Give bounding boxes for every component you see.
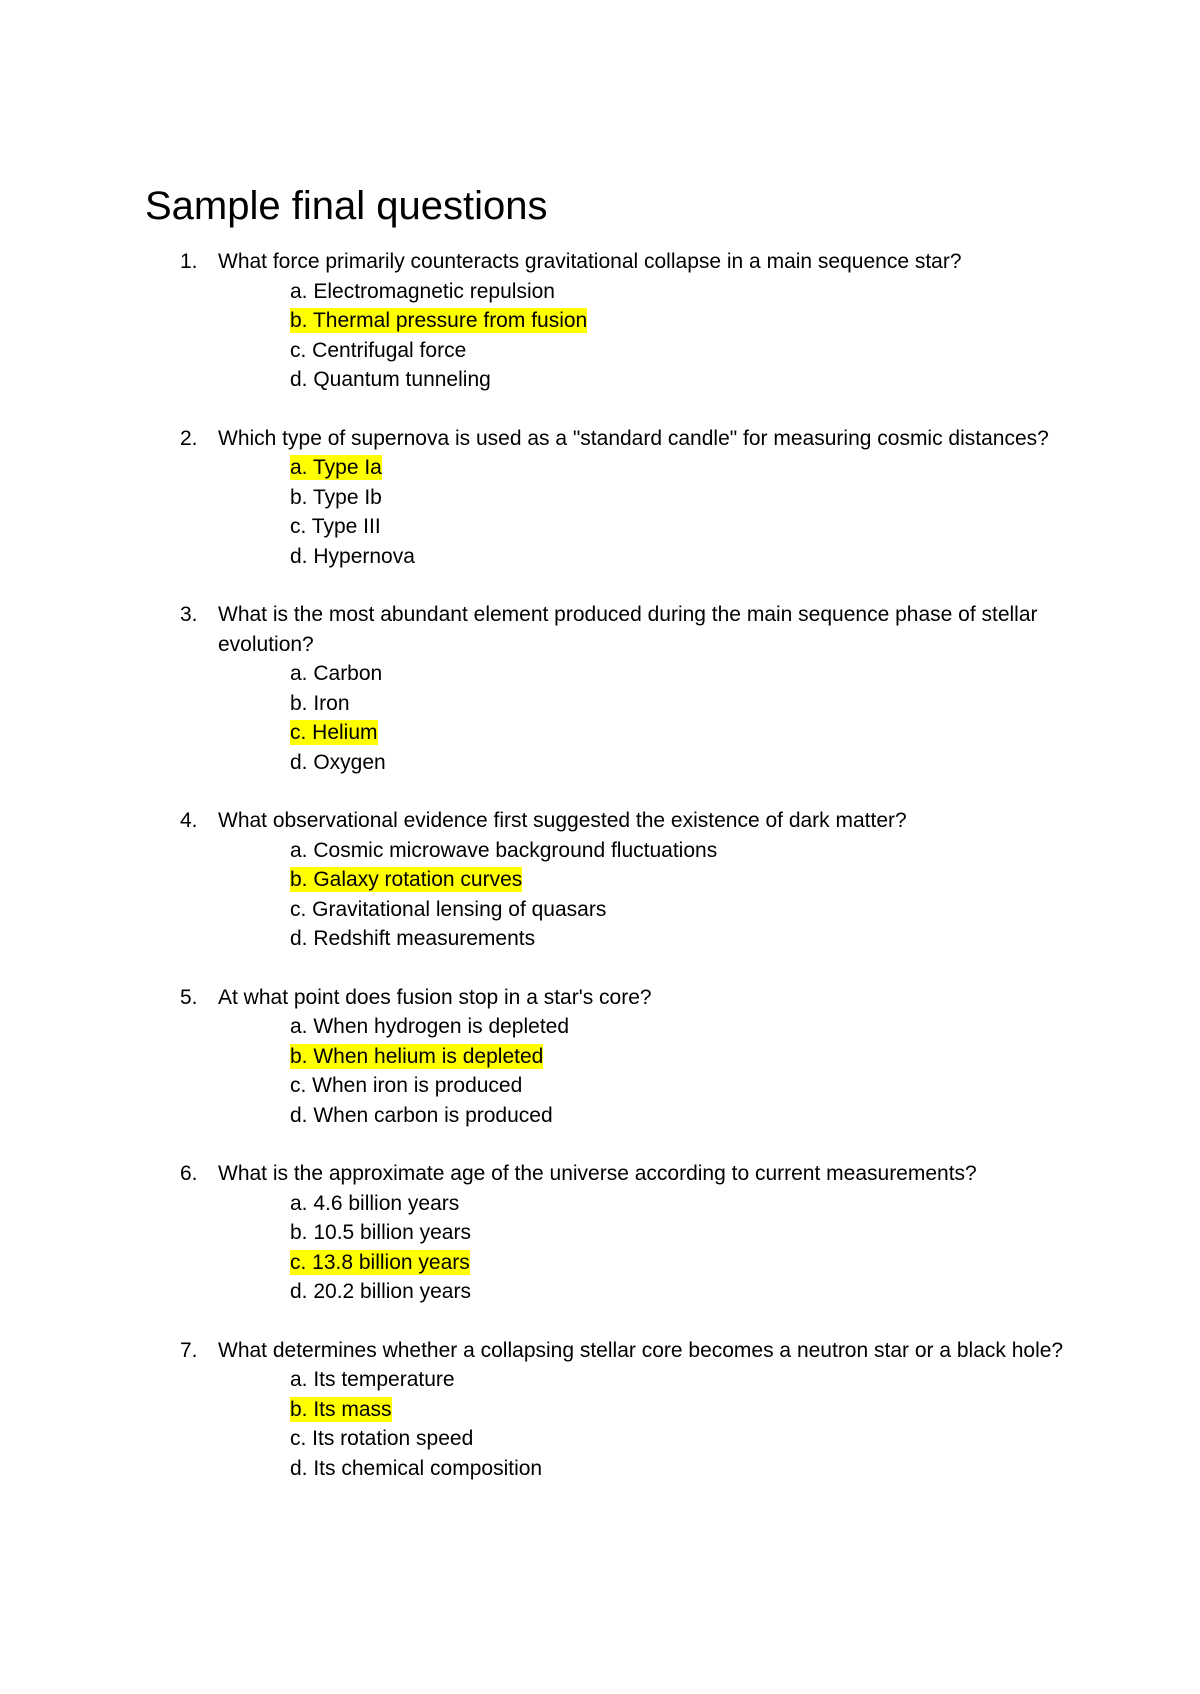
answer-option (0, 542, 1200, 572)
question-item (0, 424, 1200, 572)
answer-options (0, 836, 1200, 954)
answer-option (0, 748, 1200, 778)
answer-option (0, 1395, 1200, 1425)
question-text (0, 1336, 1068, 1366)
answer-options (0, 659, 1200, 777)
answer-option-text: d. Its chemical composition (290, 1456, 543, 1480)
answer-option (0, 483, 1200, 513)
answer-option (0, 1218, 1200, 1248)
question-number: 7. (180, 1338, 198, 1362)
answer-option-text: c. Its rotation speed (290, 1427, 474, 1450)
question-item (0, 806, 1200, 954)
answer-option-text: c. Gravitational lensing of quasars (290, 897, 607, 921)
answer-option-text: d. Redshift measurements (290, 927, 536, 950)
question-prompt: What is the most abundant element produced during the main sequence phase of stellar evolution? (218, 603, 1038, 656)
answer-option-text: b. Type Ib (290, 485, 382, 509)
question-item (0, 1159, 1200, 1307)
answer-options (0, 1189, 1200, 1307)
answer-option (0, 659, 1200, 689)
correct-answer-highlight: c. 13.8 billion years (290, 1250, 470, 1274)
correct-answer-highlight: b. Thermal pressure from fusion (290, 309, 588, 332)
question-text (0, 983, 1068, 1013)
answer-option (0, 453, 1200, 483)
answer-option (0, 1248, 1200, 1278)
question-prompt: Which type of supernova is used as a "standard candle" for measuring cosmic distances? (218, 426, 1049, 450)
answer-option (0, 1012, 1200, 1042)
answer-option (0, 718, 1200, 748)
answer-option-text: b. 10.5 billion years (290, 1221, 471, 1244)
correct-answer-highlight: a. Type Ia (290, 456, 382, 479)
answer-option (0, 365, 1200, 395)
question-item (0, 983, 1200, 1131)
answer-option (0, 1042, 1200, 1072)
question-text (0, 1159, 1068, 1189)
question-item (0, 600, 1200, 777)
answer-options (0, 1365, 1200, 1483)
question-number: 6. (180, 1162, 198, 1185)
answer-option-text: a. Carbon (290, 662, 383, 685)
answer-option (0, 865, 1200, 895)
answer-option-text: d. 20.2 billion years (290, 1280, 471, 1303)
question-text (0, 600, 1068, 659)
answer-option (0, 1277, 1200, 1307)
question-prompt: What determines whether a collapsing stellar core becomes a neutron star or a black hole? (218, 1338, 1064, 1362)
answer-option (0, 1071, 1200, 1101)
question-number: 2. (180, 426, 198, 450)
question-prompt: What is the approximate age of the universe according to current measurements? (218, 1162, 977, 1185)
answer-option-text: a. 4.6 billion years (290, 1191, 460, 1215)
question-item (0, 247, 1200, 395)
question-number: 3. (180, 603, 198, 626)
answer-option-text: d. Quantum tunneling (290, 368, 491, 391)
answer-option-text: a. When hydrogen is depleted (290, 1015, 570, 1038)
question-list (0, 247, 1200, 1512)
answer-option (0, 1454, 1200, 1484)
answer-options (0, 453, 1200, 571)
answer-option (0, 277, 1200, 307)
question-text (0, 806, 1068, 836)
question-prompt: At what point does fusion stop in a star's core? (218, 985, 652, 1009)
answer-options (0, 277, 1200, 395)
answer-option (0, 512, 1200, 542)
answer-option-text: c. Type III (290, 515, 381, 538)
question-number: 1. (180, 250, 198, 273)
answer-option-text: d. Oxygen (290, 750, 386, 774)
answer-option (0, 836, 1200, 866)
answer-option-text: a. Electromagnetic repulsion (290, 279, 555, 303)
answer-option (0, 336, 1200, 366)
correct-answer-highlight: c. Helium (290, 721, 378, 744)
question-prompt: What observational evidence first suggested the existence of dark matter? (218, 809, 907, 832)
correct-answer-highlight: b. Galaxy rotation curves (290, 868, 523, 891)
correct-answer-highlight: b. Its mass (290, 1397, 392, 1421)
answer-option-text: c. When iron is produced (290, 1074, 523, 1097)
question-text (0, 424, 1068, 454)
question-text (0, 247, 1068, 277)
answer-option (0, 895, 1200, 925)
answer-option-text: a. Cosmic microwave background fluctuations (290, 838, 718, 862)
correct-answer-highlight: b. When helium is depleted (290, 1044, 544, 1068)
answer-option-text: c. Centrifugal force (290, 338, 467, 362)
answer-option-text: d. When carbon is produced (290, 1103, 553, 1127)
answer-option (0, 1101, 1200, 1131)
question-item (0, 1336, 1200, 1484)
answer-option (0, 1424, 1200, 1454)
answer-option (0, 1189, 1200, 1219)
answer-option (0, 306, 1200, 336)
question-number: 4. (180, 809, 198, 832)
answer-options (0, 1012, 1200, 1130)
answer-option (0, 689, 1200, 719)
question-prompt: What force primarily counteracts gravitational collapse in a main sequence star? (218, 250, 962, 273)
answer-option-text: a. Its temperature (290, 1368, 455, 1391)
answer-option (0, 924, 1200, 954)
answer-option-text: d. Hypernova (290, 544, 415, 568)
answer-option-text: b. Iron (290, 691, 350, 715)
question-number: 5. (180, 985, 198, 1009)
page-title: Sample final questions (145, 184, 548, 228)
answer-option (0, 1365, 1200, 1395)
